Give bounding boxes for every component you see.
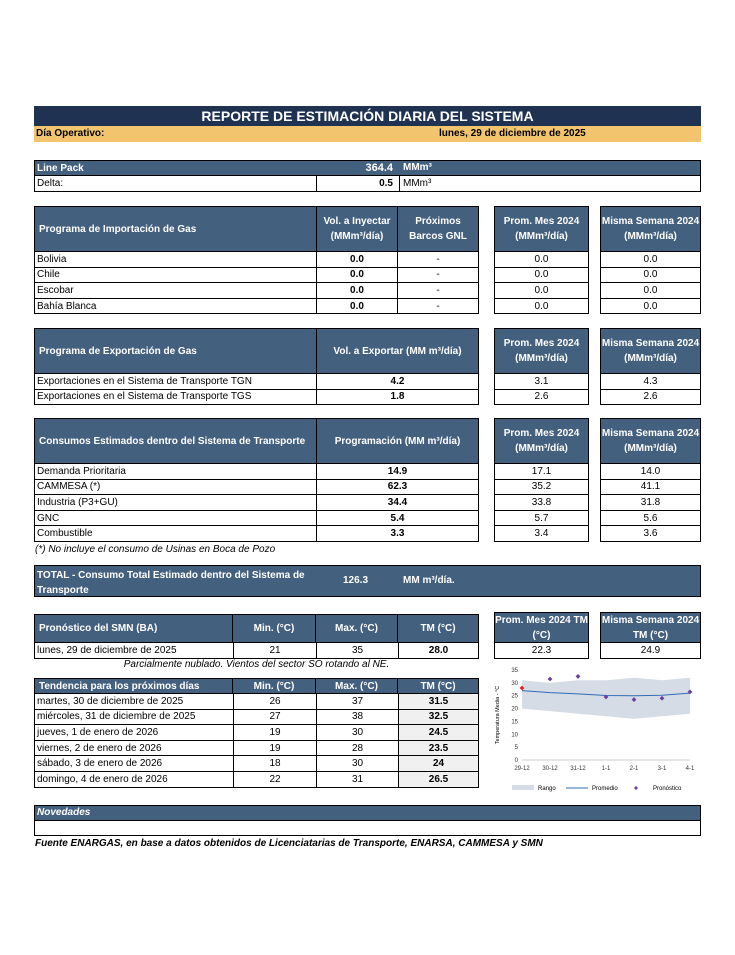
imports-col-semana: Misma Semana 2024 (MMm³/día) [600,206,701,252]
import-ships: - [398,298,479,314]
chart-xtick-label: 29-12 [514,766,530,772]
forecast-title: Pronóstico del SMN (BA) [34,614,233,643]
trend-min: 26 [234,694,317,710]
imports-prom-row [495,267,589,283]
consumption-volume: 5.4 [317,510,479,526]
imports-col-vol: Vol. a Inyectar (MMm³/día) [316,206,398,252]
chart-ytick-label: 15 [511,719,518,726]
chart-xtick-label: 4-1 [685,766,695,772]
consumption-semana-value: 31.8 [601,495,701,511]
consumption-prom-row [495,526,589,542]
trend-min: 19 [234,725,317,741]
import-semana-value: 0.0 [601,283,701,299]
exports-row [35,389,479,405]
exports-col-semana: Misma Semana 2024 (MMm³/día) [600,328,701,374]
import-semana-value: 0.0 [601,298,701,314]
consumption-col-vol: Programación (MM m³/día) [316,418,479,464]
imports-row [35,267,479,283]
consumption-semana-value: 41.1 [601,479,701,495]
trend-min: 19 [234,740,317,756]
imports-semana-row [601,283,701,299]
consumption-prom-value: 3.4 [495,526,589,542]
forecast-today-date: lunes, 29 de diciembre de 2025 [35,643,234,659]
consumption-prom-row [495,464,589,480]
exports-stats-prom [494,373,589,405]
trend-date: sábado, 3 de enero de 2026 [35,756,234,772]
trend-tm: 23.5 [399,740,479,756]
forecast-today-min: 21 [234,643,317,659]
imports-prom-row [495,298,589,314]
chart-xtick-label: 2-1 [629,766,639,772]
trend-col-tm: TM (°C) [397,678,479,694]
imports-prom-row [495,252,589,268]
consumption-stats-prom [494,463,589,542]
import-source-name: Chile [35,267,317,283]
consumption-name: Demanda Prioritaria [35,464,317,480]
imports-semana-row [601,298,701,314]
imports-semana-row [601,252,701,268]
consumption-prom-value: 35.2 [495,479,589,495]
consumption-volume: 34.4 [317,495,479,511]
import-volume: 0.0 [317,298,398,314]
total-unit: MM m³/día. [403,575,455,586]
line-pack-label: Line Pack [37,163,84,174]
exports-col-vol: Vol. a Exportar (MM m³/día) [316,328,479,374]
import-volume: 0.0 [317,267,398,283]
consumption-row [35,526,479,542]
chart-ytick-label: 25 [511,693,518,700]
total-value: 126.3 [343,575,369,586]
exports-semana-row [601,374,701,390]
line-pack-value: 364.4 [365,162,393,174]
consumption-volume: 14.9 [317,464,479,480]
trend-tm: 26.5 [399,771,479,787]
consumption-semana-row [601,526,701,542]
chart-xtick-label: 3-1 [657,766,667,772]
consumption-semana-value: 3.6 [601,526,701,542]
trend-date: martes, 30 de diciembre de 2025 [35,694,234,710]
import-ships: - [398,267,479,283]
trend-max: 30 [317,725,399,741]
imports-row [35,283,479,299]
forecast-col-tm: TM (°C) [397,614,479,643]
novedades-header: Novedades [34,805,701,821]
consumption-prom-row [495,495,589,511]
imports-col-prom: Prom. Mes 2024 (MMm³/día) [494,206,589,252]
legend-forecast-label: Pronóstico [653,786,682,792]
delta-row [34,176,701,192]
consumption-name: Combustible [35,526,317,542]
consumption-prom-value: 33.8 [495,495,589,511]
trend-col-min: Min. (°C) [232,678,316,694]
exports-title: Programa de Exportación de Gas [34,328,317,374]
trend-min: 22 [234,771,317,787]
delta-value: 0.5 [379,178,393,189]
imports-col-ships: Próximos Barcos GNL [397,206,479,252]
export-name: Exportaciones en el Sistema de Transporte TGN [35,374,317,390]
consumption-semana-value: 14.0 [601,464,701,480]
operative-day-label: Día Operativo: [36,128,105,139]
consumption-semana-row [601,495,701,511]
trend-row [35,709,479,725]
trend-table [34,693,479,788]
chart-forecast-point [548,677,553,682]
consumption-note: (*) No incluye el consumo de Usinas en Boca de Pozo [35,544,276,555]
forecast-today-max: 35 [317,643,399,659]
trend-max: 37 [317,694,399,710]
delta-unit: MMm³ [403,178,432,189]
export-prom-value: 2.6 [495,389,589,405]
total-row [34,565,701,597]
exports-col-prom: Prom. Mes 2024 (MMm³/día) [494,328,589,374]
forecast-today-tm: 28.0 [399,643,479,659]
exports-prom-row [495,389,589,405]
forecast-col-semana: Misma Semana 2024 TM (°C) [600,612,701,643]
consumption-row [35,510,479,526]
trend-row [35,771,479,787]
chart-ylabel: Temperatura Media - °C [495,685,501,745]
legend-forecast-swatch [634,786,638,790]
exports-row [35,374,479,390]
line-pack-row [34,160,701,176]
import-source-name: Escobar [35,283,317,299]
export-prom-value: 3.1 [495,374,589,390]
forecast-col-prom: Prom. Mes 2024 TM (°C) [494,612,589,643]
chart-xtick-label: 30-12 [542,766,558,772]
imports-row [35,252,479,268]
import-semana-value: 0.0 [601,267,701,283]
operative-day-bar [34,126,701,142]
import-prom-value: 0.0 [495,252,589,268]
temperature-chart [490,662,702,802]
trend-col-max: Max. (°C) [315,678,398,694]
legend-range-swatch [512,785,534,790]
exports-semana-row [601,389,701,405]
consumption-name: GNC [35,510,317,526]
export-semana-value: 4.3 [601,374,701,390]
forecast-description: Parcialmente nublado. Vientos del sector SO rotando al NE. [123,659,390,670]
forecast-today-semana: 24.9 [601,643,701,659]
trend-row [35,740,479,756]
consumption-col-semana: Misma Semana 2024 (MMm³/día) [600,418,701,464]
novedades-body [34,820,701,836]
imports-row [35,298,479,314]
operative-day-value: lunes, 29 de diciembre de 2025 [439,128,586,139]
consumption-semana-row [601,464,701,480]
exports-prom-row [495,374,589,390]
trend-row [35,694,479,710]
chart-ytick-label: 35 [511,668,518,674]
consumption-prom-value: 5.7 [495,510,589,526]
import-volume: 0.0 [317,283,398,299]
consumption-row [35,464,479,480]
legend-average-label: Promedio [592,786,618,792]
trend-tm: 31.5 [399,694,479,710]
export-name: Exportaciones en el Sistema de Transporte TGS [35,389,317,405]
trend-row [35,725,479,741]
imports-semana-row [601,267,701,283]
trend-date: domingo, 4 de enero de 2026 [35,771,234,787]
consumption-semana-row [601,510,701,526]
trend-title: Tendencia para los próximos días [34,678,233,694]
trend-row [35,756,479,772]
chart-xtick-label: 31-12 [570,766,586,772]
consumption-semana-row [601,479,701,495]
consumption-table [34,463,479,542]
consumption-name: Industria (P3+GU) [35,495,317,511]
import-source-name: Bolivia [35,252,317,268]
import-prom-value: 0.0 [495,283,589,299]
import-prom-value: 0.0 [495,298,589,314]
exports-stats-semana [600,373,701,405]
export-volume: 4.2 [317,374,479,390]
forecast-today-table [34,642,479,659]
imports-title: Programa de Importación de Gas [34,206,317,252]
forecast-today-row [35,643,479,659]
chart-forecast-point [576,674,581,679]
import-ships: - [398,252,479,268]
forecast-col-min: Min. (°C) [232,614,316,643]
import-source-name: Bahía Blanca [35,298,317,314]
export-semana-value: 2.6 [601,389,701,405]
page-title: REPORTE DE ESTIMACIÓN DIARIA DEL SISTEMA [34,106,701,126]
trend-tm: 24.5 [399,725,479,741]
forecast-prom-table [494,642,589,659]
trend-max: 30 [317,756,399,772]
line-pack-unit: MMm³ [403,162,432,173]
delta-label: Delta: [37,178,64,189]
legend-range-label: Rango [538,786,556,792]
consumption-volume: 3.3 [317,526,479,542]
exports-table [34,373,479,405]
imports-stats-prom [494,251,589,314]
consumption-prom-value: 17.1 [495,464,589,480]
trend-max: 31 [317,771,399,787]
import-volume: 0.0 [317,252,398,268]
consumption-col-prom: Prom. Mes 2024 (MMm³/día) [494,418,589,464]
trend-min: 18 [234,756,317,772]
source-note: Fuente ENARGAS, en base a datos obtenidos de Licenciatarias de Transporte, ENARSA, CAMMESA y SMN [35,838,543,849]
import-semana-value: 0.0 [601,252,701,268]
total-label: TOTAL - Consumo Total Estimado dentro del Sistema de Transporte [37,570,305,596]
chart-ytick-label: 0 [514,758,518,764]
import-ships: - [398,283,479,299]
trend-tm: 24 [399,756,479,772]
trend-tm: 32.5 [399,709,479,725]
consumption-name: CAMMESA (*) [35,479,317,495]
consumption-row [35,479,479,495]
trend-date: viernes, 2 de enero de 2026 [35,740,234,756]
chart-xtick-label: 1-1 [601,766,611,772]
trend-max: 38 [317,709,399,725]
consumption-row [35,495,479,511]
import-prom-value: 0.0 [495,267,589,283]
consumption-prom-row [495,510,589,526]
trend-date: miércoles, 31 de diciembre de 2025 [35,709,234,725]
forecast-today-prom: 22.3 [495,643,589,659]
export-volume: 1.8 [317,389,479,405]
chart-ytick-label: 20 [511,706,518,713]
consumption-semana-value: 5.6 [601,510,701,526]
trend-min: 27 [234,709,317,725]
imports-prom-row [495,283,589,299]
trend-date: jueves, 1 de enero de 2026 [35,725,234,741]
consumption-prom-row [495,479,589,495]
chart-ytick-label: 10 [511,732,518,739]
chart-ytick-label: 30 [511,680,518,687]
forecast-sem-table [600,642,701,659]
imports-table [34,251,479,314]
consumption-title: Consumos Estimados dentro del Sistema de Transporte [34,418,317,464]
trend-max: 28 [317,740,399,756]
forecast-col-max: Max. (°C) [315,614,398,643]
imports-stats-semana [600,251,701,314]
consumption-volume: 62.3 [317,479,479,495]
chart-ytick-label: 5 [514,745,518,752]
consumption-stats-semana [600,463,701,542]
